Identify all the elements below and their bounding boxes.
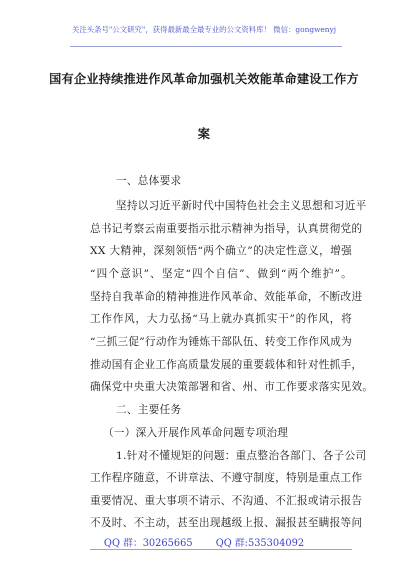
- body-line: 重要情况、重大事项不请示、不沟通、不汇报或请示报告: [90, 495, 363, 507]
- body-line: XX 大精神，深刻领悟“两个确立”的决定性意义，增强: [90, 245, 352, 257]
- footer-divider: [90, 549, 352, 550]
- document-title-line-1: 国有企业持续推进作风革命加强机关效能革命建设工作方: [49, 72, 359, 86]
- section-heading-general-requirements: 一、总体要求: [116, 175, 182, 187]
- body-line: 工作程序随意，不讲章法、不遵守制度，特别是重点工作: [90, 472, 363, 484]
- body-line: 工作作风，大力弘扬“马上就办真抓实干”的作风，将: [90, 313, 352, 325]
- body-line: “四个意识”、坚定“四个自信”、做到“两个维护”。: [90, 268, 352, 280]
- body-line: 确保党中央重大决策部署和省、州、市工作要求落实见效。: [90, 381, 374, 393]
- body-line: 坚持自我革命的精神推进作风革命、效能革命，不断改进: [90, 291, 363, 303]
- body-line: “三抓三促”行动作为锤炼干部队伍、转变工作作风成为: [90, 336, 352, 348]
- header-banner: 关注头条号"公文研究"，获得最新最全最专业的公文资料库！ 微信：gongwenyj: [71, 25, 337, 34]
- footer-contact: [0, 535, 408, 549]
- body-line: 1.针对不懂规矩的问题：重点整治各部门、各子公司: [116, 450, 367, 462]
- document-title-line-2: 案: [197, 127, 211, 141]
- body-line: 坚持以习近平新时代中国特色社会主义思想和习近平: [116, 200, 367, 212]
- footer-qq-group-1: QQ 群：30265665: [103, 538, 193, 549]
- body-line: 不及时、不主动，甚至出现越级上报、漏报甚至瞒报等问: [90, 517, 363, 529]
- section-heading-main-tasks: 二、主要任务: [116, 404, 182, 416]
- body-line: 推动国有企业工作高质量发展的重要载体和针对性抓手，: [90, 359, 363, 371]
- body-line: 总书记考察云南重要指示批示精神为指导，认真贯彻党的: [90, 223, 363, 235]
- footer-qq-group-2: QQ 群:535304092: [215, 538, 305, 549]
- header-divider: [70, 46, 342, 47]
- subsection-heading: （一）深入开展作风革命问题专项治理: [103, 427, 289, 439]
